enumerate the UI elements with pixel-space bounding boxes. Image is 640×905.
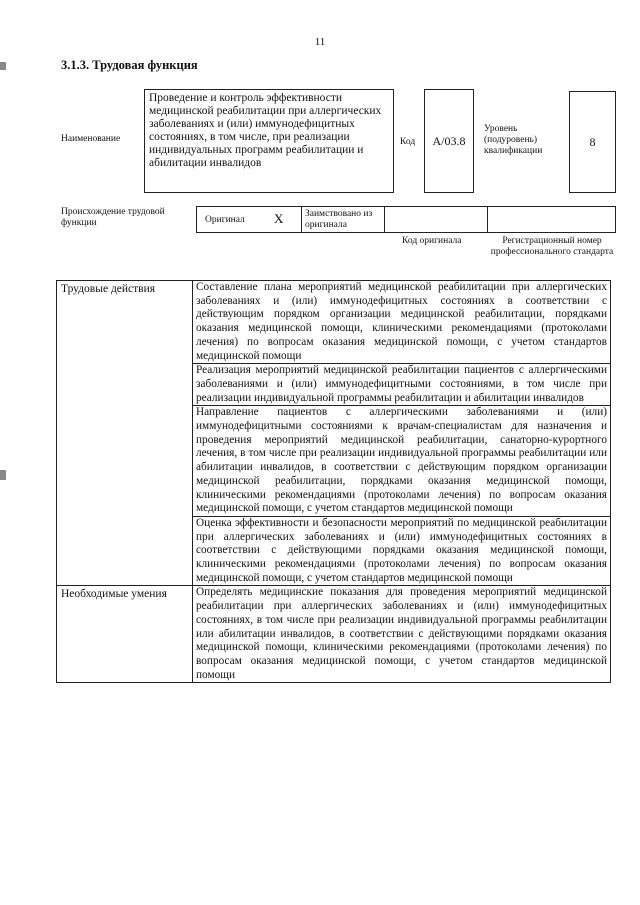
page-number: 11 bbox=[314, 36, 326, 48]
origin-table bbox=[196, 206, 616, 233]
table-cell bbox=[193, 406, 611, 517]
scan-edge-mark bbox=[0, 62, 6, 70]
action-item: Составление плана мероприятий медицинской реабилитации при аллергических заболеваниях и (или) иммунодефицитных состояниях в соответствии с действующим порядком организации медицинской реабилитации, порядками оказания медицинской помощи, клиническими рекомендациями (протоколами лечения) по вопросам оказания медицинской помощи, с учетом стандартов медицинской помощи bbox=[196, 281, 607, 362]
table-cell bbox=[193, 281, 611, 364]
action-item: Реализация мероприятий медицинской реабилитации пациентов с аллергическими заболеваниями и (или) иммунодефицитными состояниями, в том числе при реализации индивидуальной программы реабилитации и абилитации инвалидов bbox=[196, 364, 607, 404]
divider bbox=[487, 207, 488, 232]
divider bbox=[301, 207, 302, 232]
original-label: Оригинал bbox=[205, 215, 245, 225]
action-item: Оценка эффективности и безопасности мероприятий по медицинской реабилитации при аллергических заболеваниях и (или) иммунодефицитных состояниях в соответствии с действующими порядками оказания медицинской помощи, клиническими рекомендациями (протоколами лечения) по вопросам оказания медицинской помощи, с учетом стандартов медицинской помощи bbox=[196, 516, 607, 584]
action-item: Направление пациентов с аллергическими заболеваниями и (или) иммунодефицитными состояниями к врачам-специалистам для назначения и проведения мероприятий медицинской реабилитации, санаторно-курортного лечения, в том числе при реализации индивидуальной программы реабилитации или абилитации инвалидов, в соответствии с действующим порядком организации медицинской реабилитации, порядками оказания медицинской помощи, клиническими рекомендациями (протоколами лечения) по вопросам оказания медицинской помощи, с учетом стандартов медицинской помощи bbox=[196, 406, 607, 515]
scan-edge-mark bbox=[0, 470, 6, 480]
table-cell bbox=[193, 364, 611, 406]
level-label: Уровень (подуровень) квалификации bbox=[484, 124, 543, 156]
table-cell bbox=[193, 586, 611, 683]
divider bbox=[384, 207, 385, 232]
name-value: Проведение и контроль эффективности медицинской реабилитации при аллергических заболеваниях и (или) иммунодефицитных состояниях, в том числе, при реализации индивидуальных программ реабилитации и абилитации инвалидов bbox=[144, 89, 394, 193]
code-label: Код bbox=[400, 137, 416, 147]
table-row bbox=[57, 281, 611, 364]
section-title: 3.1.3. Трудовая функция bbox=[61, 58, 198, 72]
code-original-caption: Код оригинала bbox=[402, 236, 462, 246]
original-checkmark: X bbox=[274, 211, 284, 226]
origin-label: Происхождение трудовой функции bbox=[61, 207, 165, 228]
code-value: А/03.8 bbox=[424, 89, 474, 193]
name-label: Наименование bbox=[61, 134, 121, 144]
row-label-actions: Трудовые действия bbox=[57, 281, 193, 586]
reg-number-caption: Регистрационный номер профессионального стандарта bbox=[490, 236, 614, 257]
labor-function-table bbox=[56, 280, 611, 683]
row-label-skills: Необходимые умения bbox=[57, 586, 193, 683]
skill-item: Определять медицинские показания для проведения мероприятий медицинской реабилитации при аллергических заболеваниях и (или) иммунодефицитных состояниях, в том числе при реализации индивидуальной программы реабилитации или абилитации инвалидов, в соответствии с действующими порядками оказания медицинской помощи, клиническими рекомендациями (протоколами лечения) по вопросам оказания медицинской помощи, с учетом стандартов медицинской помощи bbox=[196, 586, 607, 681]
level-value: 8 bbox=[569, 91, 616, 193]
table-row bbox=[57, 586, 611, 683]
borrowed-label: Заимствовано из оригинала bbox=[305, 209, 373, 230]
table-cell bbox=[193, 516, 611, 586]
